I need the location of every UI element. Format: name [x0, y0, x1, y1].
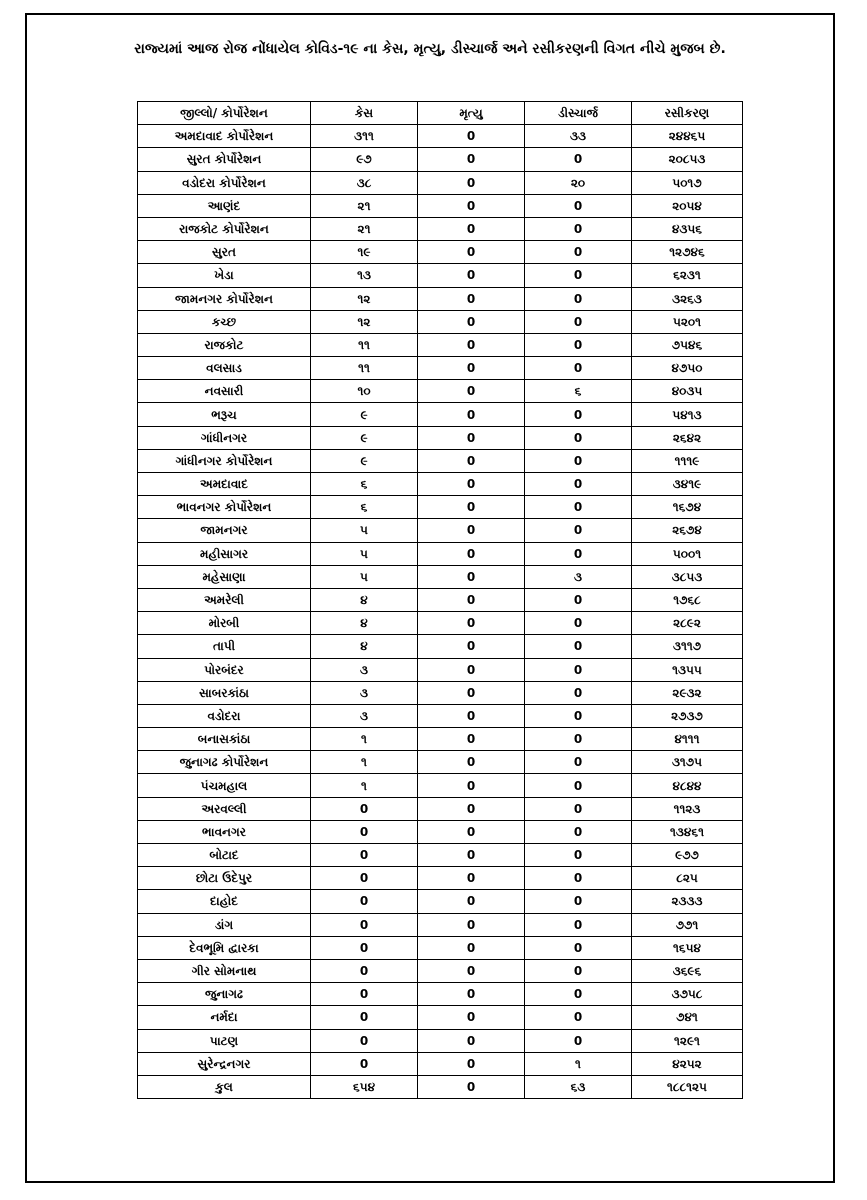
cases-cell: ૩ — [311, 681, 418, 704]
vaccination-cell: ૫૦૦૧ — [632, 542, 743, 565]
vaccination-cell: ૧૧૧૯ — [632, 449, 743, 472]
table-row — [138, 380, 743, 403]
deaths-cell: 0 — [418, 635, 525, 658]
table-row — [138, 217, 743, 240]
cases-cell: ૩૧૧ — [311, 125, 418, 148]
cases-cell: ૧૯ — [311, 241, 418, 264]
table-row — [138, 333, 743, 356]
vaccination-cell: ૬૨૩૧ — [632, 264, 743, 287]
vaccination-cell: ૨૦૫૪ — [632, 194, 743, 217]
vaccination-cell: ૧૬૫૪ — [632, 936, 743, 959]
district-cell: પોરબંદર — [138, 658, 311, 681]
cases-cell: ૧૩ — [311, 264, 418, 287]
discharge-cell: 0 — [525, 333, 632, 356]
discharge-cell: 0 — [525, 774, 632, 797]
discharge-cell: 0 — [525, 867, 632, 890]
table-row — [138, 125, 743, 148]
district-cell: સુરેન્દ્રનગર — [138, 1052, 311, 1075]
cases-cell: ૩ — [311, 658, 418, 681]
table-row — [138, 194, 743, 217]
discharge-cell: 0 — [525, 217, 632, 240]
cases-cell: ૨૧ — [311, 217, 418, 240]
cases-cell: ૨૧ — [311, 194, 418, 217]
discharge-cell: 0 — [525, 1029, 632, 1052]
column-header-discharge: ડીસ્ચાર્જ — [525, 102, 632, 125]
vaccination-cell: ૧૩૪૬૧ — [632, 820, 743, 843]
cases-cell: 0 — [311, 844, 418, 867]
vaccination-cell: ૧૬૭૪ — [632, 496, 743, 519]
deaths-cell: 0 — [418, 125, 525, 148]
discharge-cell: 0 — [525, 496, 632, 519]
table-row — [138, 1006, 743, 1029]
deaths-cell: 0 — [418, 1006, 525, 1029]
deaths-cell: 0 — [418, 959, 525, 982]
discharge-cell: 0 — [525, 449, 632, 472]
deaths-cell: 0 — [418, 287, 525, 310]
deaths-cell: 0 — [418, 565, 525, 588]
deaths-cell: 0 — [418, 357, 525, 380]
deaths-cell: 0 — [418, 936, 525, 959]
vaccination-cell: ૪૨૫૨ — [632, 1052, 743, 1075]
vaccination-cell: ૨૬૪૨ — [632, 426, 743, 449]
vaccination-cell: ૧૨૯૧ — [632, 1029, 743, 1052]
table-row — [138, 496, 743, 519]
vaccination-cell: ૧૨૭૪૬ — [632, 241, 743, 264]
cases-cell: 0 — [311, 1029, 418, 1052]
vaccination-cell: ૩૨૬૩ — [632, 287, 743, 310]
table-row — [138, 287, 743, 310]
district-cell: બોટાદ — [138, 844, 311, 867]
table-row — [138, 1052, 743, 1075]
vaccination-cell: ૧૩૫૫ — [632, 658, 743, 681]
table-row — [138, 959, 743, 982]
discharge-cell: 0 — [525, 357, 632, 380]
table-row — [138, 357, 743, 380]
vaccination-cell: ૨૩૩૩ — [632, 890, 743, 913]
district-cell: સુરત — [138, 241, 311, 264]
table-header-row — [138, 102, 743, 125]
page-title: રાજ્યમાં આજ રોજ નોંધાયેલ કોવિડ-૧૯ ના કેસ, મૃત્યુ, ડીસ્ચાર્જ અને રસીકરણની વિગત નીચે મુજબ છે. — [134, 41, 726, 57]
cases-cell: 0 — [311, 1052, 418, 1075]
district-cell: છોટા ઉદેપુર — [138, 867, 311, 890]
deaths-cell: 0 — [418, 983, 525, 1006]
district-cell: વલસાડ — [138, 357, 311, 380]
table-row — [138, 148, 743, 171]
vaccination-cell: ૪૦૩૫ — [632, 380, 743, 403]
table-row — [138, 751, 743, 774]
table-row — [138, 171, 743, 194]
deaths-cell: 0 — [418, 519, 525, 542]
deaths-cell: 0 — [418, 194, 525, 217]
deaths-cell: 0 — [418, 844, 525, 867]
cases-cell: 0 — [311, 959, 418, 982]
table-row — [138, 890, 743, 913]
table-row — [138, 681, 743, 704]
discharge-cell: 0 — [525, 751, 632, 774]
vaccination-cell: ૩૪૧૯ — [632, 473, 743, 496]
vaccination-cell: ૯૭૭ — [632, 844, 743, 867]
cases-cell: ૬૫૪ — [311, 1075, 418, 1098]
discharge-cell: 0 — [525, 1006, 632, 1029]
discharge-cell: 0 — [525, 797, 632, 820]
vaccination-cell: ૩૧૭૫ — [632, 751, 743, 774]
table-row — [138, 913, 743, 936]
vaccination-cell: ૩૧૧૭ — [632, 635, 743, 658]
table-row — [138, 449, 743, 472]
vaccination-cell: ૧૭૬૮ — [632, 588, 743, 611]
district-cell: અમરેલી — [138, 588, 311, 611]
table-row — [138, 635, 743, 658]
vaccination-cell: ૫૨૦૧ — [632, 310, 743, 333]
cases-cell: ૩ — [311, 704, 418, 727]
deaths-cell: 0 — [418, 867, 525, 890]
vaccination-cell: ૨૬૭૪ — [632, 519, 743, 542]
discharge-cell: 0 — [525, 936, 632, 959]
table-row — [138, 844, 743, 867]
cases-cell: 0 — [311, 890, 418, 913]
deaths-cell: 0 — [418, 171, 525, 194]
discharge-cell: 0 — [525, 704, 632, 727]
column-header-cases: કેસ — [311, 102, 418, 125]
vaccination-cell: ૧૮૮૧૨૫ — [632, 1075, 743, 1098]
cases-cell: 0 — [311, 820, 418, 843]
deaths-cell: 0 — [418, 333, 525, 356]
deaths-cell: 0 — [418, 217, 525, 240]
cases-cell: ૫ — [311, 565, 418, 588]
discharge-cell: 0 — [525, 844, 632, 867]
discharge-cell: 0 — [525, 542, 632, 565]
district-cell: મહીસાગર — [138, 542, 311, 565]
deaths-cell: 0 — [418, 588, 525, 611]
column-header-district: જીલ્લો/ કોર્પોરેશન — [138, 102, 311, 125]
discharge-cell: ૨૦ — [525, 171, 632, 194]
district-cell: દાહોદ — [138, 890, 311, 913]
cases-cell: ૯ — [311, 403, 418, 426]
district-cell: બનાસકાંઠા — [138, 728, 311, 751]
deaths-cell: 0 — [418, 241, 525, 264]
table-body — [138, 125, 743, 1099]
district-cell: દેવભૂમિ દ્વારકા — [138, 936, 311, 959]
deaths-cell: 0 — [418, 612, 525, 635]
cases-cell: 0 — [311, 797, 418, 820]
cases-cell: ૧૧ — [311, 357, 418, 380]
deaths-cell: 0 — [418, 1052, 525, 1075]
deaths-cell: 0 — [418, 890, 525, 913]
vaccination-cell: ૪૩૫૬ — [632, 217, 743, 240]
deaths-cell: 0 — [418, 403, 525, 426]
district-cell: તાપી — [138, 635, 311, 658]
vaccination-cell: ૮૨૫ — [632, 867, 743, 890]
discharge-cell: 0 — [525, 194, 632, 217]
district-cell: જુનાગઢ કોર્પોરેશન — [138, 751, 311, 774]
cases-cell: ૧ — [311, 751, 418, 774]
cases-cell: 0 — [311, 913, 418, 936]
district-cell: મોરબી — [138, 612, 311, 635]
discharge-cell: 0 — [525, 728, 632, 751]
cases-cell: ૧૨ — [311, 310, 418, 333]
table-row — [138, 867, 743, 890]
district-cell: રાજકોટ — [138, 333, 311, 356]
cases-cell: ૯૭ — [311, 148, 418, 171]
table-row — [138, 728, 743, 751]
district-cell: ભરૂચ — [138, 403, 311, 426]
district-cell: પંચમહાલ — [138, 774, 311, 797]
deaths-cell: 0 — [418, 542, 525, 565]
cases-cell: ૬ — [311, 473, 418, 496]
table-row — [138, 403, 743, 426]
deaths-cell: 0 — [418, 1029, 525, 1052]
vaccination-cell: ૪૮૪૪ — [632, 774, 743, 797]
district-cell: ડાંગ — [138, 913, 311, 936]
cases-cell: ૯ — [311, 426, 418, 449]
district-cell: જામનગર કોર્પોરેશન — [138, 287, 311, 310]
discharge-cell: 0 — [525, 890, 632, 913]
covid-report-table — [137, 101, 743, 1099]
vaccination-cell: ૭૪૧ — [632, 1006, 743, 1029]
district-cell: નર્મદા — [138, 1006, 311, 1029]
total-row — [138, 1075, 743, 1098]
table-row — [138, 264, 743, 287]
district-cell: ખેડા — [138, 264, 311, 287]
discharge-cell: ૩ — [525, 565, 632, 588]
discharge-cell: ૩૩ — [525, 125, 632, 148]
table-row — [138, 704, 743, 727]
vaccination-cell: ૨૪૪૬૫ — [632, 125, 743, 148]
discharge-cell: 0 — [525, 148, 632, 171]
district-cell: અમદાવાદ કોર્પોરેશન — [138, 125, 311, 148]
district-cell: વડોદરા — [138, 704, 311, 727]
deaths-cell: 0 — [418, 310, 525, 333]
deaths-cell: 0 — [418, 148, 525, 171]
vaccination-cell: ૪૭૫૦ — [632, 357, 743, 380]
deaths-cell: 0 — [418, 1075, 525, 1098]
cases-cell: ૧ — [311, 774, 418, 797]
table-row — [138, 588, 743, 611]
table-row — [138, 1029, 743, 1052]
vaccination-cell: ૩૮૫૩ — [632, 565, 743, 588]
discharge-cell: 0 — [525, 287, 632, 310]
cases-cell: 0 — [311, 983, 418, 1006]
cases-cell: ૩૮ — [311, 171, 418, 194]
vaccination-cell: ૧૧૨૩ — [632, 797, 743, 820]
discharge-cell: ૬૩ — [525, 1075, 632, 1098]
deaths-cell: 0 — [418, 728, 525, 751]
cases-cell: ૬ — [311, 496, 418, 519]
cases-cell: ૯ — [311, 449, 418, 472]
table-row — [138, 774, 743, 797]
cases-cell: ૧૧ — [311, 333, 418, 356]
vaccination-cell: ૫૦૧૭ — [632, 171, 743, 194]
deaths-cell: 0 — [418, 820, 525, 843]
cases-cell: ૪ — [311, 635, 418, 658]
cases-cell: ૪ — [311, 588, 418, 611]
discharge-cell: 0 — [525, 403, 632, 426]
vaccination-cell: ૩૭૫૮ — [632, 983, 743, 1006]
deaths-cell: 0 — [418, 704, 525, 727]
district-cell: જામનગર — [138, 519, 311, 542]
discharge-cell: 0 — [525, 588, 632, 611]
district-cell: નવસારી — [138, 380, 311, 403]
deaths-cell: 0 — [418, 426, 525, 449]
discharge-cell: 0 — [525, 635, 632, 658]
discharge-cell: 0 — [525, 913, 632, 936]
vaccination-cell: ૨૮૯૨ — [632, 612, 743, 635]
district-cell: ભાવનગર કોર્પોરેશન — [138, 496, 311, 519]
column-header-vaccination: રસીકરણ — [632, 102, 743, 125]
district-cell: આણંદ — [138, 194, 311, 217]
cases-cell: ૫ — [311, 519, 418, 542]
cases-cell: ૧૦ — [311, 380, 418, 403]
district-cell: અમદાવાદ — [138, 473, 311, 496]
vaccination-cell: ૫૪૧૩ — [632, 403, 743, 426]
discharge-cell: 0 — [525, 264, 632, 287]
table-row — [138, 310, 743, 333]
vaccination-cell: ૨૯૩૨ — [632, 681, 743, 704]
table-row — [138, 241, 743, 264]
cases-cell: 0 — [311, 936, 418, 959]
discharge-cell: ૧ — [525, 1052, 632, 1075]
deaths-cell: 0 — [418, 658, 525, 681]
table-row — [138, 473, 743, 496]
discharge-cell: 0 — [525, 519, 632, 542]
deaths-cell: 0 — [418, 797, 525, 820]
cases-cell: ૫ — [311, 542, 418, 565]
column-header-deaths: મૃત્યુ — [418, 102, 525, 125]
district-cell: જુનાગઢ — [138, 983, 311, 1006]
vaccination-cell: ૪૧૧૧ — [632, 728, 743, 751]
vaccination-cell: ૩૬૯૬ — [632, 959, 743, 982]
table-row — [138, 565, 743, 588]
cases-cell: 0 — [311, 1006, 418, 1029]
district-cell: ભાવનગર — [138, 820, 311, 843]
discharge-cell: 0 — [525, 959, 632, 982]
table-row — [138, 983, 743, 1006]
deaths-cell: 0 — [418, 380, 525, 403]
district-cell: સાબરકાંઠા — [138, 681, 311, 704]
cases-cell: ૧ — [311, 728, 418, 751]
table-row — [138, 658, 743, 681]
discharge-cell: 0 — [525, 473, 632, 496]
table-row — [138, 519, 743, 542]
vaccination-cell: ૨૦૮૫૩ — [632, 148, 743, 171]
district-cell: મહેસાણા — [138, 565, 311, 588]
discharge-cell: ૬ — [525, 380, 632, 403]
district-cell: ગીર સોમનાથ — [138, 959, 311, 982]
table-row — [138, 542, 743, 565]
discharge-cell: 0 — [525, 241, 632, 264]
deaths-cell: 0 — [418, 913, 525, 936]
vaccination-cell: ૭૭૧ — [632, 913, 743, 936]
cases-cell: ૪ — [311, 612, 418, 635]
district-cell: રાજકોટ કોર્પોરેશન — [138, 217, 311, 240]
deaths-cell: 0 — [418, 681, 525, 704]
discharge-cell: 0 — [525, 612, 632, 635]
discharge-cell: 0 — [525, 426, 632, 449]
district-cell: અરવલ્લી — [138, 797, 311, 820]
table-row — [138, 820, 743, 843]
deaths-cell: 0 — [418, 496, 525, 519]
deaths-cell: 0 — [418, 264, 525, 287]
district-cell: ગાંધીનગર — [138, 426, 311, 449]
district-cell: ગાંધીનગર કોર્પોરેશન — [138, 449, 311, 472]
discharge-cell: 0 — [525, 681, 632, 704]
table-row — [138, 936, 743, 959]
district-cell: વડોદરા કોર્પોરેશન — [138, 171, 311, 194]
deaths-cell: 0 — [418, 449, 525, 472]
deaths-cell: 0 — [418, 751, 525, 774]
table-row — [138, 612, 743, 635]
deaths-cell: 0 — [418, 473, 525, 496]
table-row — [138, 426, 743, 449]
district-cell: સુરત કોર્પોરેશન — [138, 148, 311, 171]
vaccination-cell: ૨૭૩૭ — [632, 704, 743, 727]
district-cell: પાટણ — [138, 1029, 311, 1052]
deaths-cell: 0 — [418, 774, 525, 797]
discharge-cell: 0 — [525, 820, 632, 843]
discharge-cell: 0 — [525, 310, 632, 333]
discharge-cell: 0 — [525, 658, 632, 681]
cases-cell: ૧૨ — [311, 287, 418, 310]
cases-cell: 0 — [311, 867, 418, 890]
discharge-cell: 0 — [525, 983, 632, 1006]
table-row — [138, 797, 743, 820]
district-cell: કચ્છ — [138, 310, 311, 333]
vaccination-cell: ૭૫૪૬ — [632, 333, 743, 356]
district-cell: કુલ — [138, 1075, 311, 1098]
